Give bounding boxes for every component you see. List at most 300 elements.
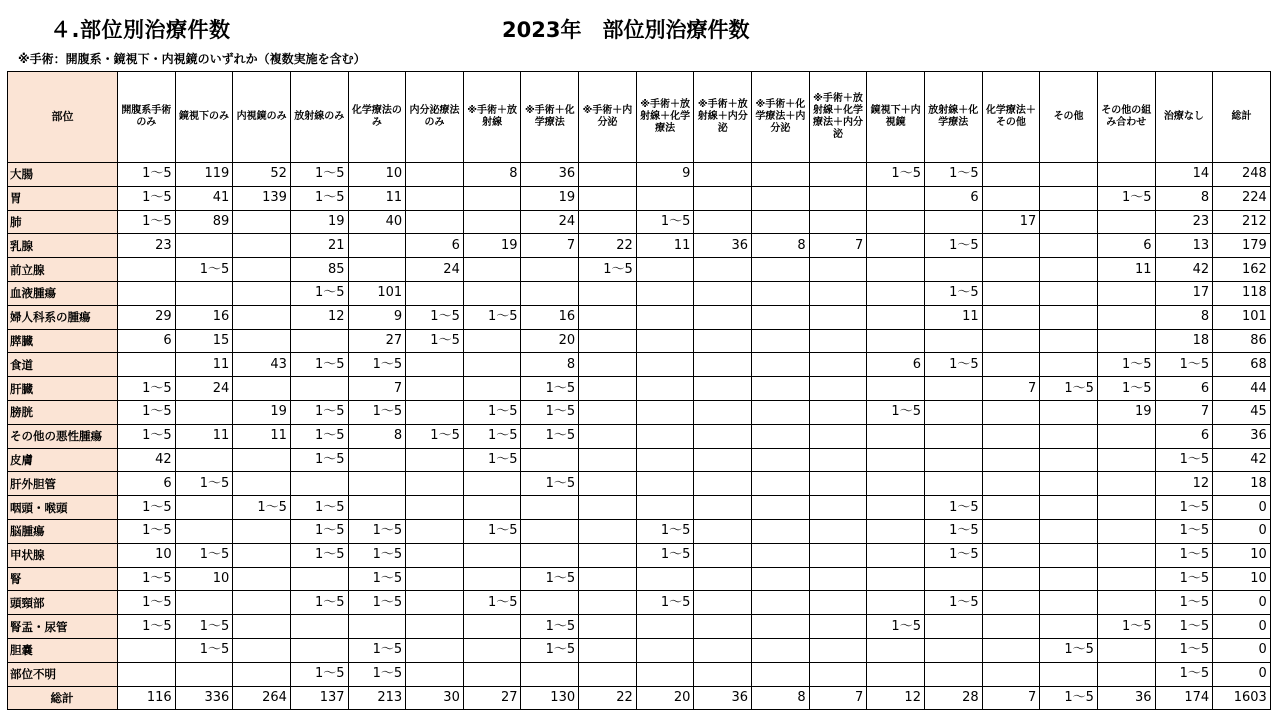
column-header: ※手術＋放射線＋化学療法＋内分泌 [809,72,867,163]
table-row [8,305,1271,329]
table-cell: 1～5 [1155,496,1213,520]
table-cell [233,662,291,686]
table-cell [1097,638,1155,662]
table-cell [694,638,752,662]
table-cell [752,163,810,187]
table-cell: 1～5 [175,543,233,567]
table-cell [1097,163,1155,187]
table-cell [982,400,1040,424]
table-cell: 19 [233,400,291,424]
table-cell: 1～5 [1040,377,1098,401]
table-cell: 10 [348,163,406,187]
table-cell [1097,448,1155,472]
table-cell: 1～5 [1040,638,1098,662]
table-cell [1040,305,1098,329]
table-cell [982,353,1040,377]
table-cell [406,186,464,210]
table-cell: 36 [694,686,752,710]
table-cell: 45 [1213,400,1271,424]
column-header: 放射線＋化学療法 [924,72,982,163]
table-cell [521,543,579,567]
table-cell [521,281,579,305]
table-cell [579,424,637,448]
table-cell [233,329,291,353]
table-cell: 0 [1213,496,1271,520]
table-cell: 36 [1097,686,1155,710]
table-cell [809,281,867,305]
table-cell [924,424,982,448]
table-cell: 1～5 [463,424,521,448]
table-cell: 6 [924,186,982,210]
table-cell: 1～5 [348,543,406,567]
table-row [8,519,1271,543]
table-cell: 1～5 [924,281,982,305]
row-site-label: 脳腫瘍 [8,519,118,543]
table-cell [924,615,982,639]
table-cell [233,615,291,639]
table-cell [579,210,637,234]
table-cell [1040,163,1098,187]
table-cell [463,210,521,234]
column-header: 内分泌療法のみ [406,72,464,163]
table-cell: 1～5 [118,519,176,543]
table-cell: 8 [752,686,810,710]
row-site-label: 胃 [8,186,118,210]
table-cell [175,591,233,615]
table-cell [982,567,1040,591]
table-cell [752,662,810,686]
table-cell [233,258,291,282]
column-header: 鏡視下のみ [175,72,233,163]
table-cell [1097,496,1155,520]
table-cell [809,519,867,543]
table-cell [579,519,637,543]
table-cell: 22 [579,686,637,710]
table-cell: 101 [1213,305,1271,329]
row-site-label: 部位不明 [8,662,118,686]
table-cell [694,305,752,329]
table-cell [175,519,233,543]
table-cell [694,567,752,591]
table-cell: 1～5 [118,377,176,401]
table-cell: 1～5 [1097,186,1155,210]
table-cell: 1～5 [118,400,176,424]
table-cell: 11 [233,424,291,448]
table-row [8,210,1271,234]
table-row [8,353,1271,377]
table-cell: 20 [521,329,579,353]
table-cell: 1～5 [118,163,176,187]
table-cell: 1～5 [521,615,579,639]
table-cell [406,638,464,662]
table-cell [521,496,579,520]
table-cell: 224 [1213,186,1271,210]
table-cell [521,591,579,615]
table-cell [1097,472,1155,496]
table-cell [175,496,233,520]
table-cell [809,448,867,472]
row-site-label: 腎盂・尿管 [8,615,118,639]
column-header: ※手術＋内分泌 [579,72,637,163]
table-cell [694,186,752,210]
table-cell: 19 [290,210,348,234]
table-cell: 1603 [1213,686,1271,710]
table-row [8,615,1271,639]
table-row [8,377,1271,401]
table-row [8,543,1271,567]
table-cell: 9 [348,305,406,329]
column-header: ※手術＋放射線＋化学療法 [636,72,694,163]
table-cell [694,543,752,567]
table-cell [406,543,464,567]
table-cell: 8 [348,424,406,448]
row-site-label: 総計 [8,686,118,710]
table-cell [406,281,464,305]
table-cell [982,234,1040,258]
table-cell: 21 [290,234,348,258]
table-cell [579,329,637,353]
table-body [8,163,1271,710]
table-cell [233,210,291,234]
table-cell [809,186,867,210]
table-cell [982,305,1040,329]
table-cell: 24 [406,258,464,282]
table-cell [924,662,982,686]
table-cell: 8 [752,234,810,258]
table-cell [1097,662,1155,686]
table-cell: 1～5 [521,567,579,591]
table-cell [463,472,521,496]
table-cell: 11 [348,186,406,210]
table-cell [809,305,867,329]
table-cell [752,424,810,448]
table-cell: 1～5 [175,258,233,282]
table-cell [1040,186,1098,210]
table-cell: 212 [1213,210,1271,234]
column-header: 総計 [1213,72,1271,163]
table-cell [406,448,464,472]
table-row [8,448,1271,472]
table-cell: 0 [1213,638,1271,662]
table-cell [752,210,810,234]
table-cell [521,519,579,543]
table-cell [118,281,176,305]
table-cell [463,662,521,686]
table-cell [694,591,752,615]
column-header: ※手術＋放射線＋内分泌 [694,72,752,163]
table-cell [694,662,752,686]
table-cell: 1～5 [867,615,925,639]
table-cell [636,258,694,282]
table-cell [982,186,1040,210]
table-cell [463,377,521,401]
table-cell [809,615,867,639]
row-site-label: 乳腺 [8,234,118,258]
table-cell: 41 [175,186,233,210]
table-cell: 12 [867,686,925,710]
table-cell: 10 [1213,543,1271,567]
table-cell [924,472,982,496]
table-cell: 118 [1213,281,1271,305]
table-cell [809,638,867,662]
table-cell [1040,353,1098,377]
table-cell: 68 [1213,353,1271,377]
table-cell: 1～5 [1155,519,1213,543]
table-cell: 28 [924,686,982,710]
table-cell [752,258,810,282]
table-cell [1040,591,1098,615]
row-site-label: 大腸 [8,163,118,187]
table-cell [867,472,925,496]
table-cell: 9 [636,163,694,187]
table-cell [636,496,694,520]
table-cell [233,519,291,543]
table-cell [406,615,464,639]
table-cell [867,662,925,686]
table-cell [348,234,406,258]
table-cell: 43 [233,353,291,377]
table-cell: 1～5 [924,591,982,615]
table-cell: 1～5 [406,424,464,448]
table-cell [809,258,867,282]
table-cell: 24 [521,210,579,234]
table-cell [463,496,521,520]
table-cell: 1～5 [1097,615,1155,639]
table-cell [636,638,694,662]
column-header: 内視鏡のみ [233,72,291,163]
table-cell [924,448,982,472]
table-cell [175,281,233,305]
table-cell [1040,281,1098,305]
table-cell: 1～5 [521,638,579,662]
table-cell [290,638,348,662]
table-cell [406,163,464,187]
row-site-label: 咽頭・喉頭 [8,496,118,520]
table-cell: 86 [1213,329,1271,353]
table-cell: 1～5 [924,543,982,567]
row-site-label: 皮膚 [8,448,118,472]
table-cell [867,186,925,210]
table-cell [406,519,464,543]
table-cell [867,377,925,401]
table-cell [233,567,291,591]
table-cell [1040,400,1098,424]
table-cell [982,472,1040,496]
table-row [8,496,1271,520]
table-cell: 52 [233,163,291,187]
table-cell [752,615,810,639]
table-cell: 1～5 [924,234,982,258]
table-cell [867,210,925,234]
table-cell [694,519,752,543]
table-cell [809,496,867,520]
table-cell: 1～5 [924,163,982,187]
table-cell [636,615,694,639]
table-row [8,163,1271,187]
table-cell: 11 [924,305,982,329]
table-cell [809,400,867,424]
table-cell: 1～5 [406,329,464,353]
table-cell: 11 [175,353,233,377]
table-cell: 1～5 [175,615,233,639]
total-row [8,686,1271,710]
table-cell [867,638,925,662]
table-cell [636,662,694,686]
table-cell: 18 [1155,329,1213,353]
table-cell [233,305,291,329]
row-site-label: 膵臓 [8,329,118,353]
row-site-label: 胆嚢 [8,638,118,662]
table-cell [982,424,1040,448]
table-cell [406,496,464,520]
table-cell: 116 [118,686,176,710]
table-cell: 13 [1155,234,1213,258]
table-cell: 248 [1213,163,1271,187]
table-cell [982,163,1040,187]
table-cell: 10 [175,567,233,591]
table-cell [752,519,810,543]
table-cell: 7 [521,234,579,258]
table-cell [406,662,464,686]
table-row [8,400,1271,424]
table-cell [982,591,1040,615]
table-cell [579,662,637,686]
table-cell: 11 [636,234,694,258]
table-cell: 130 [521,686,579,710]
table-cell [636,353,694,377]
table-cell [233,377,291,401]
table-cell [406,353,464,377]
table-cell: 12 [1155,472,1213,496]
table-cell [694,329,752,353]
table-cell: 1～5 [290,281,348,305]
table-cell [867,305,925,329]
table-cell [579,615,637,639]
table-cell [579,567,637,591]
table-row [8,472,1271,496]
table-cell [636,377,694,401]
table-cell: 7 [348,377,406,401]
table-cell [752,353,810,377]
column-header: 開腹系手術のみ [118,72,176,163]
table-cell [982,281,1040,305]
table-cell [521,662,579,686]
table-cell [982,448,1040,472]
table-cell: 1～5 [1097,377,1155,401]
table-cell: 1～5 [348,662,406,686]
table-cell [809,329,867,353]
table-row [8,234,1271,258]
table-cell: 1～5 [924,519,982,543]
table-cell: 19 [463,234,521,258]
table-cell: 1～5 [1155,615,1213,639]
table-cell [579,353,637,377]
table-cell [579,591,637,615]
table-cell: 8 [521,353,579,377]
table-cell: 1～5 [118,615,176,639]
table-cell: 1～5 [1155,448,1213,472]
column-header: ※手術＋化学療法＋内分泌 [752,72,810,163]
table-cell: 44 [1213,377,1271,401]
table-cell [982,258,1040,282]
table-cell: 6 [118,472,176,496]
table-cell: 10 [1213,567,1271,591]
table-cell [233,234,291,258]
column-header: 放射線のみ [290,72,348,163]
table-cell: 1～5 [348,567,406,591]
table-cell: 1～5 [579,258,637,282]
table-cell: 42 [118,448,176,472]
table-cell: 42 [1155,258,1213,282]
table-cell [809,662,867,686]
table-cell: 16 [175,305,233,329]
table-cell [233,591,291,615]
table-cell: 119 [175,163,233,187]
table-cell [694,472,752,496]
table-cell [982,519,1040,543]
table-cell: 1～5 [463,400,521,424]
table-cell [809,472,867,496]
table-cell: 6 [1155,424,1213,448]
table-cell [694,163,752,187]
table-cell: 1～5 [290,163,348,187]
table-cell [752,400,810,424]
table-cell [809,377,867,401]
table-cell: 1～5 [1097,353,1155,377]
table-row [8,329,1271,353]
table-cell [636,186,694,210]
table-cell [982,543,1040,567]
table-cell: 89 [175,210,233,234]
table-cell: 1～5 [1040,686,1098,710]
table-cell [1040,519,1098,543]
table-cell: 1～5 [463,448,521,472]
table-cell [579,543,637,567]
table-cell [694,400,752,424]
table-cell [579,400,637,424]
table-cell: 1～5 [118,186,176,210]
table-cell [636,424,694,448]
table-cell: 264 [233,686,291,710]
table-cell: 1～5 [348,353,406,377]
table-row [8,591,1271,615]
table-cell: 1～5 [521,377,579,401]
table-cell [348,448,406,472]
row-site-label: 膀胱 [8,400,118,424]
table-cell [982,662,1040,686]
table-cell [867,496,925,520]
table-cell [867,567,925,591]
table-cell: 7 [809,686,867,710]
table-cell [752,496,810,520]
table-cell [752,543,810,567]
table-cell: 1～5 [463,305,521,329]
row-site-label: 肺 [8,210,118,234]
table-cell: 19 [1097,400,1155,424]
table-cell [982,329,1040,353]
table-cell [694,210,752,234]
table-cell: 20 [636,686,694,710]
table-cell [752,638,810,662]
table-cell [463,353,521,377]
table-cell [579,448,637,472]
row-site-label: 頭頸部 [8,591,118,615]
table-cell [867,329,925,353]
table-cell [809,424,867,448]
table-cell [463,567,521,591]
table-cell: 1～5 [867,163,925,187]
table-cell [694,496,752,520]
